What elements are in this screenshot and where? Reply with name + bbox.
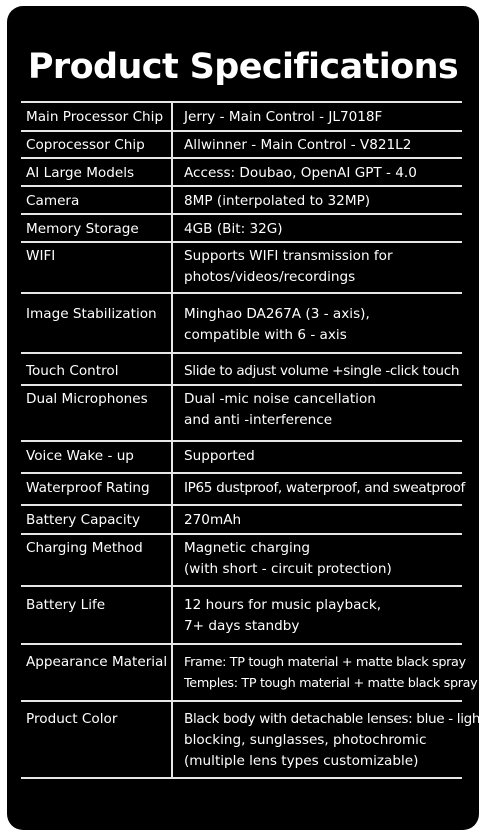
table-rule (21, 241, 462, 243)
spec-label: AI Large Models (26, 165, 135, 181)
table-rule (21, 185, 462, 187)
table-rule (21, 213, 462, 215)
spec-value: 7+ days standby (184, 618, 300, 634)
spec-value: blocking, sunglasses, photochromic (184, 732, 427, 748)
spec-label: Coprocessor Chip (26, 137, 145, 153)
column-divider (171, 101, 173, 777)
table-rule (21, 700, 462, 702)
table-rule (21, 585, 462, 587)
spec-label: Product Color (26, 711, 118, 727)
table-rule (21, 292, 462, 294)
page-title: Product Specifications (27, 47, 459, 87)
spec-label: Memory Storage (26, 221, 139, 237)
spec-value: Temples: TP tough material + matte black spray (184, 676, 478, 691)
table-rule (21, 130, 462, 132)
table-rule (21, 472, 462, 474)
table-rule (21, 533, 462, 535)
spec-value: 4GB (Bit: 32G) (184, 221, 283, 237)
spec-label: Appearance Material (26, 654, 168, 670)
table-rule (21, 352, 462, 354)
spec-value: and anti -interference (184, 412, 333, 428)
spec-value: Magnetic charging (184, 540, 310, 556)
spec-value: Supported (184, 448, 255, 464)
spec-value: Supports WIFI transmission for (184, 248, 393, 264)
spec-value: Black body with detachable lenses: blue - light (184, 711, 486, 727)
spec-value: 8MP (interpolated to 32MP) (184, 193, 371, 209)
spec-value: Slide to adjust volume +single -click touch (184, 363, 460, 379)
spec-value: Frame: TP tough material + matte black spray (184, 655, 466, 670)
spec-label: Charging Method (26, 540, 143, 556)
spec-value: Allwinner - Main Control - V821L2 (184, 137, 412, 153)
spec-value: Minghao DA267A (3 - axis), (184, 306, 370, 322)
spec-value: Jerry - Main Control - JL7018F (184, 109, 383, 125)
spec-label: Battery Capacity (26, 512, 141, 528)
spec-value: 270mAh (184, 512, 242, 528)
spec-label: Dual Microphones (26, 391, 148, 407)
spec-value: Access: Doubao, OpenAI GPT - 4.0 (184, 165, 417, 181)
spec-value: (with short - circuit protection) (184, 561, 392, 577)
spec-value: (multiple lens types customizable) (184, 753, 419, 769)
spec-label: WIFI (26, 248, 56, 264)
spec-label: Camera (26, 193, 80, 209)
spec-label: Voice Wake - up (26, 448, 134, 464)
spec-label: Battery Life (26, 597, 106, 613)
table-rule (21, 777, 462, 779)
spec-value: photos/videos/recordings (184, 269, 356, 285)
spec-label: Waterproof Rating (26, 480, 150, 496)
spec-value: IP65 dustproof, waterproof, and sweatproof (184, 480, 465, 496)
table-rule (21, 384, 462, 386)
table-rule (21, 643, 462, 645)
spec-label: Touch Control (26, 363, 119, 379)
table-rule (21, 101, 462, 103)
spec-label: Main Processor Chip (26, 109, 164, 125)
table-rule (21, 504, 462, 506)
spec-label: Image Stabilization (26, 306, 157, 322)
spec-value: Dual -mic noise cancellation (184, 391, 376, 407)
table-rule (21, 440, 462, 442)
spec-value: 12 hours for music playback, (184, 597, 382, 613)
spec-value: compatible with 6 - axis (184, 327, 347, 343)
table-rule (21, 157, 462, 159)
